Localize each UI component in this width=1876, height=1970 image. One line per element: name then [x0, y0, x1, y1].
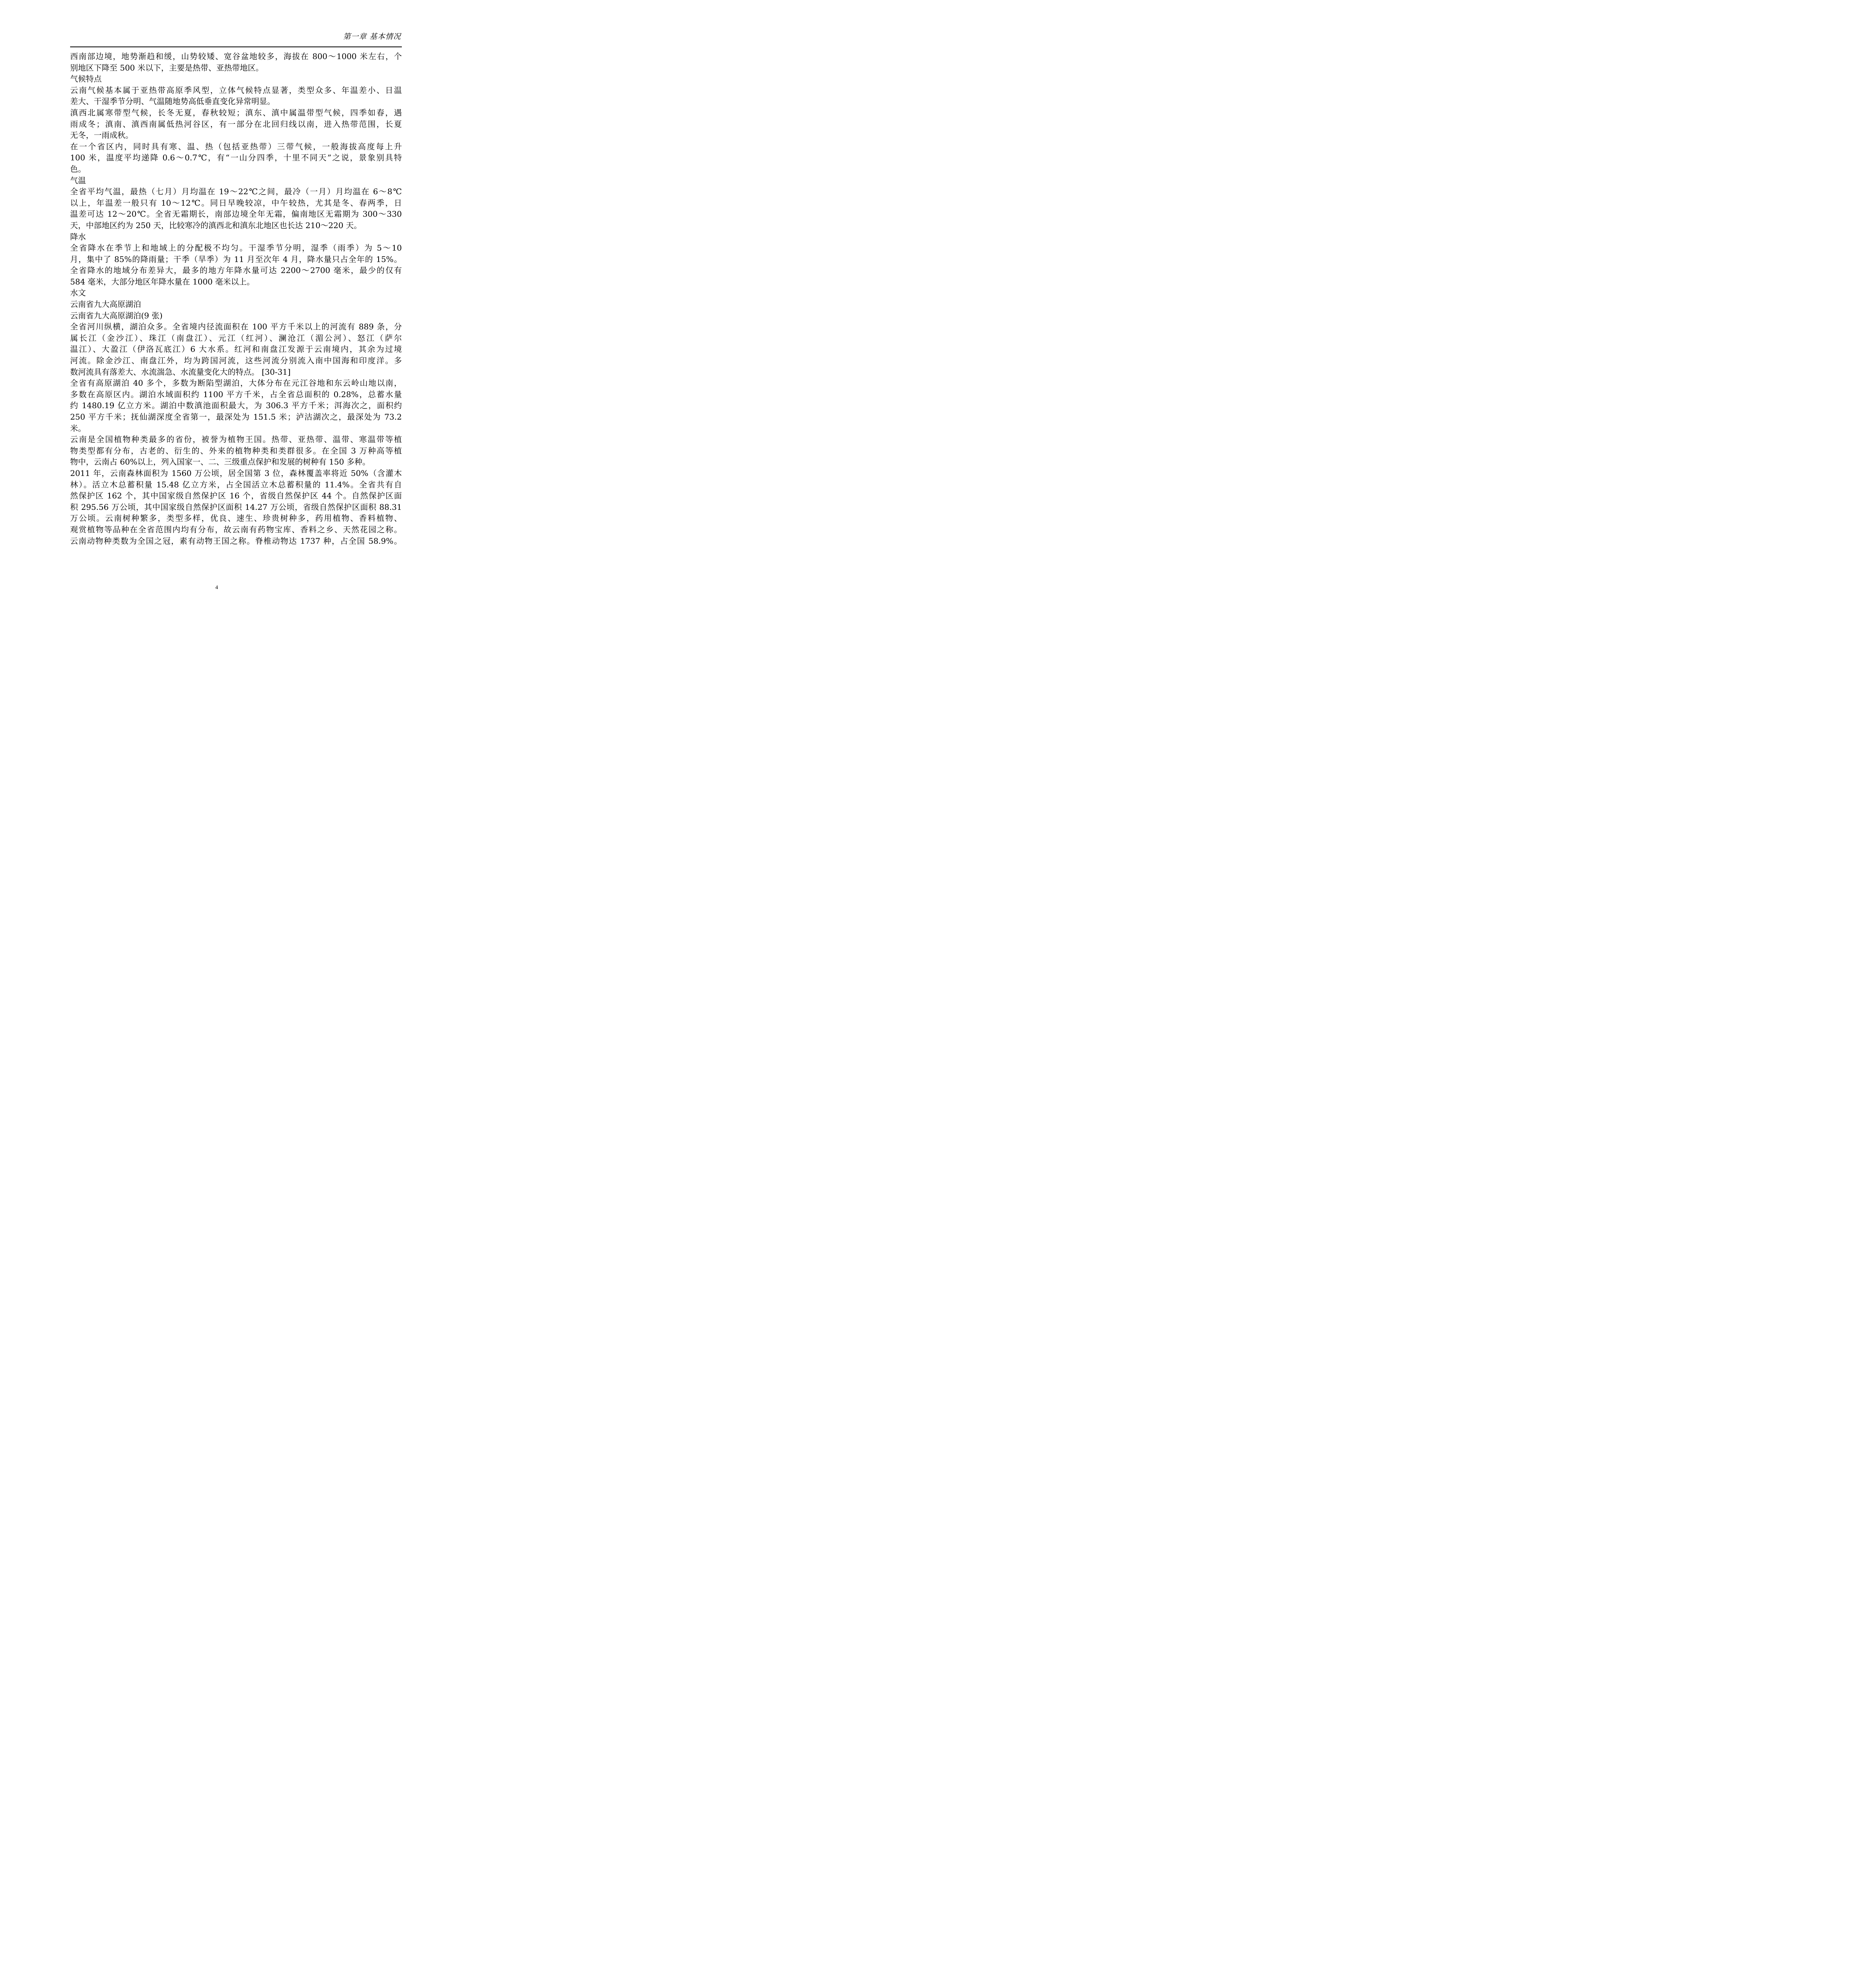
text-line: 月，集中了 85%的降雨量；干季（旱季）为 11 月至次年 4 月，降水量只占全年的 15%。	[70, 254, 402, 264]
text-line: 云南是全国植物种类最多的省份，被誉为植物王国。热带、亚热带、温带、寒温带等植	[70, 435, 402, 444]
text-line: 温差可达 12～20℃。全省无霜期长，南部边境全年无霜，偏南地区无霜期为 300～330	[70, 209, 402, 219]
text-line: 差大、干湿季节分明、气温随地势高低垂直变化异常明显。	[70, 97, 275, 106]
text-line: 降水	[70, 232, 86, 242]
text-line: 2011 年，云南森林面积为 1560 万公顷，居全国第 3 位，森林覆盖率将近 50%（含灌木	[70, 468, 402, 478]
text-line: 全省降水的地域分布差异大，最多的地方年降水量可达 2200～2700 毫米，最少的仅有	[70, 266, 402, 275]
text-line: 西南部边境，地势渐趋和缓，山势较矮、宽谷盆地较多，海拔在 800～1000 米左右，个	[70, 52, 402, 61]
page-header	[70, 31, 402, 47]
text-line: 河流。除金沙江、南盘江外，均为跨国河流，这些河流分别流入南中国海和印度洋。多	[70, 356, 402, 366]
text-line: 然保护区 162 个，其中国家级自然保护区 16 个，省级自然保护区 44 个。自然保护区面	[70, 491, 402, 501]
text-line: 以上，年温差一般只有 10～12℃。同日早晚较凉，中午较热，尤其是冬、春两季，日	[70, 198, 402, 208]
text-line: 在一个省区内，同时具有寒、温、热（包括亚热带）三带气候，一般海拔高度每上升	[70, 141, 402, 151]
text-line: 气温	[70, 175, 86, 185]
text-line: 云南气候基本属于亚热带高原季风型，立体气候特点显著，类型众多、年温差小、日温	[70, 85, 402, 95]
text-line: 全省有高原湖泊 40 多个，多数为断陷型湖泊，大体分布在元江谷地和东云岭山地以南，	[70, 378, 402, 388]
text-line: 约 1480.19 亿立方米。湖泊中数滇池面积最大，为 306.3 平方千米；洱海次之，面积约	[70, 401, 402, 411]
text-line: 观赏植物等品种在全省范围内均有分布，故云南有药物宝库、香料之乡、天然花园之称。	[70, 524, 402, 534]
text-line: 色。	[70, 164, 86, 174]
text-line: 多数在高原区内。湖泊水域面积约 1100 平方千米，占全省总面积的 0.28%，总蓄水量	[70, 389, 402, 399]
page-number: 4	[215, 585, 218, 591]
text-line: 属长江（金沙江）、珠江（南盘江）、元江（红河）、澜沧江（湄公河）、怒江（萨尔	[70, 333, 402, 343]
text-line: 全省降水在季节上和地域上的分配极不均匀。干湿季节分明，湿季（雨季）为 5～10	[70, 243, 402, 253]
text-line: 雨成冬；滇南、滇西南属低热河谷区，有一部分在北回归线以南，进入热带范围，长夏	[70, 119, 402, 129]
chapter-title: 第一章 基本情况	[343, 32, 401, 41]
text-line: 数河流具有落差大、水流湍急、水流量变化大的特点。 [30-31]	[70, 367, 291, 377]
text-line: 全省平均气温，最热（七月）月均温在 19～22℃之间，最冷（一月）月均温在 6～8℃	[70, 187, 402, 197]
text-line: 积 295.56 万公顷，其中国家级自然保护区面积 14.27 万公顷，省级自然保护区面积 88.31	[70, 502, 402, 512]
text-line: 云南省九大高原湖泊	[70, 299, 141, 309]
text-line: 云南动物种类数为全国之冠，素有动物王国之称。脊椎动物达 1737 种，占全国 58.9%。	[70, 536, 402, 546]
text-line: 米。	[70, 423, 86, 433]
text-line: 滇西北属寒带型气候，长冬无夏，春秋较短；滇东、滇中属温带型气候，四季如春，遇	[70, 108, 402, 117]
text-line: 584 毫米，大部分地区年降水量在 1000 毫米以上。	[70, 277, 255, 286]
text-line: 物中，云南占 60%以上，列入国家一、二、三级重点保护和发展的树种有 150 多种。	[70, 457, 370, 467]
text-line: 无冬，一雨成秋。	[70, 130, 133, 140]
text-line: 温江）、大盈江（伊洛瓦底江）6 大水系。红河和南盘江发源于云南境内，其余为过境	[70, 344, 402, 354]
text-line: 水文	[70, 288, 86, 298]
text-line: 气候特点	[70, 74, 102, 84]
text-line: 全省河川纵横，湖泊众多。全省境内径流面积在 100 平方千米以上的河流有 889 条，分	[70, 322, 402, 332]
text-line: 100 米，温度平均递降 0.6～0.7℃，有“一山分四季，十里不同天”之说，景象别具特	[70, 153, 402, 163]
text-line: 林）。活立木总蓄积量 15.48 亿立方米，占全国活立木总蓄积量的 11.4%。全省共有自	[70, 479, 402, 489]
text-line: 物类型都有分布，古老的、衍生的、外来的植物种类和类群很多。在全国 3 万种高等植	[70, 446, 402, 455]
text-line: 250 平方千米；抚仙湖深度全省第一，最深处为 151.5 米；泸沽湖次之，最深处为 73.2	[70, 412, 402, 422]
text-line: 云南省九大高原湖泊(9 张)	[70, 310, 163, 320]
body-text	[70, 51, 402, 546]
text-line: 天，中部地区约为 250 天，比较寒冷的滇西北和滇东北地区也长达 210～220 天。	[70, 220, 362, 230]
text-line: 万公顷。云南树种繁多，类型多样，优良、速生、珍贵树种多，药用植物、香料植物、	[70, 513, 402, 523]
text-line: 别地区下降至 500 米以下，主要是热带、亚热带地区。	[70, 63, 264, 72]
